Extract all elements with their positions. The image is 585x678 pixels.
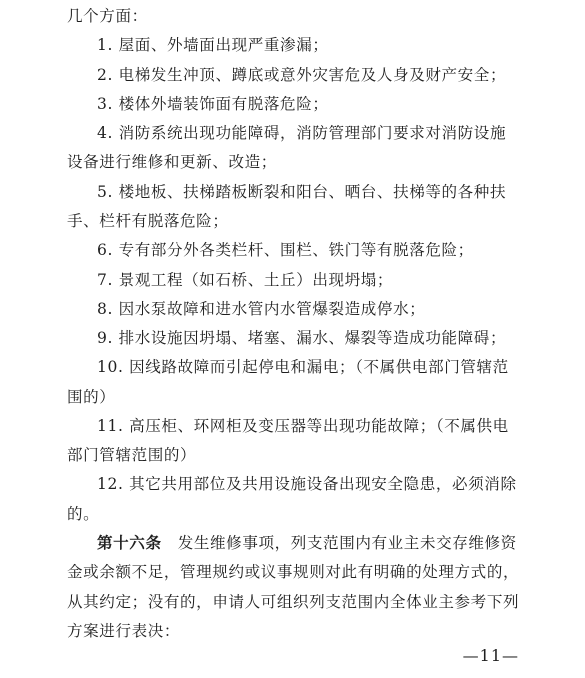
list-item-9: 9. 排水设施因坍塌、堵塞、漏水、爆裂等造成功能障碍； — [97, 329, 507, 348]
list-item-4-line-2: 设备进行维修和更新、改造； — [67, 153, 277, 172]
article-16-line-2: 金或余额不足，管理规约或议事规则对此有明确的处理方式的， — [67, 563, 520, 582]
list-item-12-line-1: 12. 其它共用部位及共用设施设备出现安全隐患，必须消除 — [97, 475, 517, 494]
list-item-6: 6. 专有部分外各类栏杆、围栏、铁门等有脱落危险； — [97, 241, 474, 260]
list-item-11-line-2: 部门管辖范围的） — [67, 446, 197, 465]
list-item-2: 2. 电梯发生冲顶、蹲底或意外灾害危及人身及财产安全； — [97, 65, 507, 84]
article-text: 发生维修事项，列支范围内有业主未交存维修资 — [161, 534, 517, 553]
article-16-first-line — [97, 532, 517, 554]
list-item-10-line-1: 10. 因线路故障而引起停电和漏电；（不属供电部门管辖范 — [97, 358, 509, 377]
list-item-12-line-2: 的。 — [67, 504, 100, 523]
list-item-3: 3. 楼体外墙装饰面有脱落危险； — [97, 94, 329, 113]
list-item-5-line-2: 手、栏杆有脱落危险； — [67, 211, 229, 230]
list-item-11-line-1: 11. 高压柜、环网柜及变压器等出现功能故障；（不属供电 — [97, 416, 509, 435]
page-number: —11— — [462, 646, 519, 665]
list-item-10-line-2: 围的） — [67, 387, 116, 406]
intro-line: 几个方面： — [67, 7, 148, 25]
article-16-line-4: 方案进行表决： — [67, 621, 181, 640]
list-item-4-line-1: 4. 消防系统出现功能障碍，消防管理部门要求对消防设施 — [97, 124, 507, 143]
list-item-1: 1. 屋面、外墙面出现严重渗漏； — [97, 36, 329, 55]
list-item-5-line-1: 5. 楼地板、扶梯踏板断裂和阳台、晒台、扶梯等的各种扶 — [97, 182, 507, 201]
list-item-7: 7. 景观工程（如石桥、土丘）出现坍塌； — [97, 270, 394, 289]
article-heading: 第十六条 — [97, 533, 162, 553]
list-item-8: 8. 因水泵故障和进水管内水管爆裂造成停水； — [97, 299, 426, 318]
article-16-line-3: 从其约定；没有的，申请人可组织列支范围内全体业主参考下列 — [67, 592, 520, 611]
